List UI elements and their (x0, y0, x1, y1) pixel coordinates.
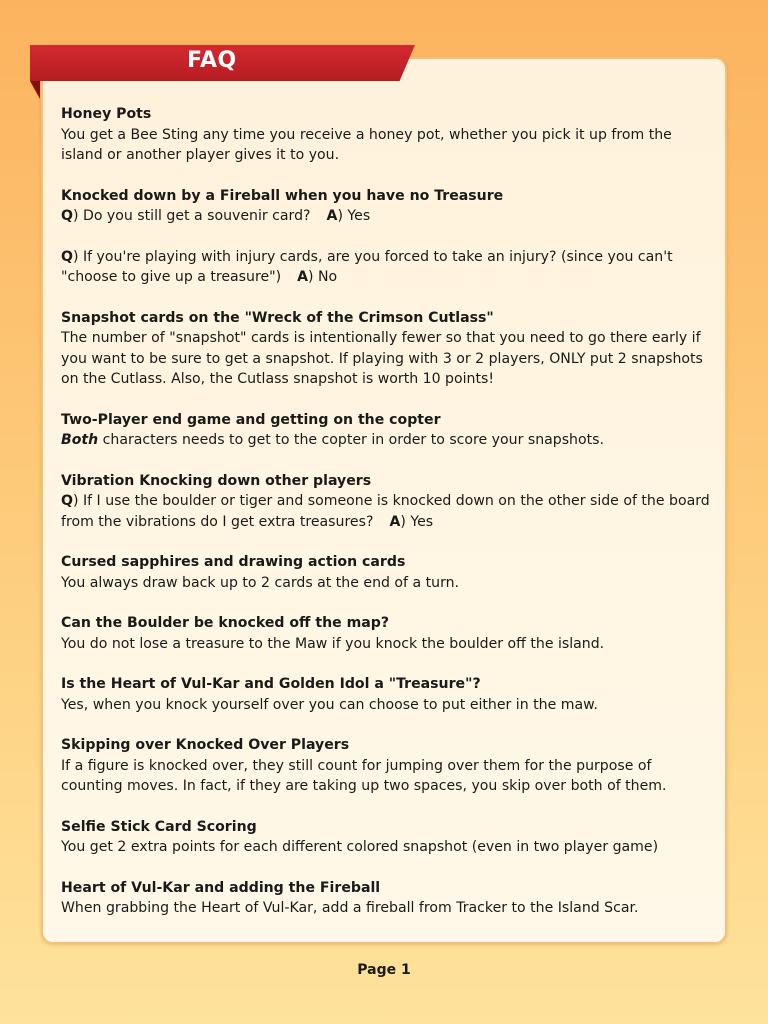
faq-answer-text: ) Yes (400, 513, 434, 530)
faq-question-text: ) Do you still get a souvenir card? (72, 208, 311, 224)
faq-item-heart-idol-treasure (61, 674, 711, 715)
faq-answer (61, 430, 711, 451)
answer-tag: A (326, 208, 338, 224)
faq-question-title: Knocked down by a Fireball when you have no Treasure (61, 187, 504, 204)
faq-question-title: Skipping over Knocked Over Players (61, 737, 350, 753)
faq-question-title: Snapshot cards on the "Wreck of the Crimson Cutlass" (61, 309, 494, 326)
faq-question-title: Two-Player end game and getting on the copter (61, 411, 441, 428)
faq-answer: The number of "snapshot" cards is intentionally fewer so that you need to go there early if you want to be sure to get a snapshot. If playing with 3 or 2 players, ONLY put 2 snapshots on the Cutlass. Also, the Cutlass snapshot is worth 10 points! (61, 330, 703, 387)
faq-qa-line (61, 206, 711, 227)
faq-answer: You do not lose a treasure to the Maw if you knock the boulder off the island. (61, 635, 605, 652)
faq-question-text: ) If I use the boulder or tiger and someone is knocked down on the other side of the board from the vibrations do I get extra treasures? (61, 493, 710, 530)
faq-answer: You always draw back up to 2 cards at the end of a turn. (61, 574, 460, 591)
faq-qa-line (61, 247, 711, 288)
faq-item-vibration (61, 471, 711, 533)
faq-item-boulder (61, 613, 711, 654)
faq-answer: When grabbing the Heart of Vul-Kar, add a fireball from Tracker to the Island Scar. (61, 900, 639, 916)
faq-answer: You get 2 extra points for each different colored snapshot (even in two player game) (61, 839, 659, 855)
faq-item-injury-cards (61, 247, 711, 288)
answer-emphasis: Both (61, 432, 99, 448)
faq-item-skipping (61, 735, 711, 797)
answer-tag: A (389, 513, 401, 530)
faq-answer-text: ) Yes (337, 208, 371, 224)
faq-answer: If a figure is knocked over, they still count for jumping over them for the purpose of counting moves. In fact, if they are taking up two spaces, you skip over both of them. (61, 757, 667, 794)
answer-tag: A (297, 269, 309, 285)
faq-qa-line (61, 491, 711, 532)
faq-question-title: Honey Pots (61, 106, 152, 122)
faq-item-cursed-sapphires (61, 552, 711, 593)
faq-question-title: Is the Heart of Vul-Kar and Golden Idol a "Treasure"? (61, 676, 481, 692)
faq-question-title: Heart of Vul-Kar and adding the Fireball (61, 879, 381, 896)
faq-item-fireball-no-treasure (61, 186, 711, 227)
question-tag: Q (61, 493, 73, 509)
faq-item-two-player-copter (61, 410, 711, 451)
faq-question-title: Can the Boulder be knocked off the map? (61, 615, 390, 631)
question-tag: Q (61, 248, 73, 265)
faq-question-title: Selfie Stick Card Scoring (61, 818, 257, 835)
page-number: Page 1 (357, 962, 411, 978)
faq-item-heart-fireball (61, 878, 711, 919)
faq-question-title: Cursed sapphires and drawing action cards (61, 554, 406, 570)
faq-question-title: Vibration Knocking down other players (61, 472, 372, 489)
banner-fold (30, 81, 40, 99)
faq-item-honey-pots (61, 104, 711, 166)
faq-title: FAQ (187, 48, 237, 73)
faq-item-selfie-stick (61, 817, 711, 858)
faq-answer-text: ) No (308, 269, 338, 285)
faq-answer: Yes, when you knock yourself over you can choose to put either in the maw. (61, 696, 598, 713)
faq-list (61, 104, 711, 939)
faq-answer-text: characters needs to get to the copter in order to score your snapshots. (98, 432, 604, 448)
faq-answer: You get a Bee Sting any time you receive a honey pot, whether you pick it up from the island or another player gives it to you. (61, 126, 672, 163)
faq-item-snapshot-cards (61, 308, 711, 390)
faq-question-text: ) If you're playing with injury cards, are you forced to take an injury? (since you can't "choose to give up a treasure") (61, 248, 673, 285)
question-tag: Q (61, 208, 73, 224)
